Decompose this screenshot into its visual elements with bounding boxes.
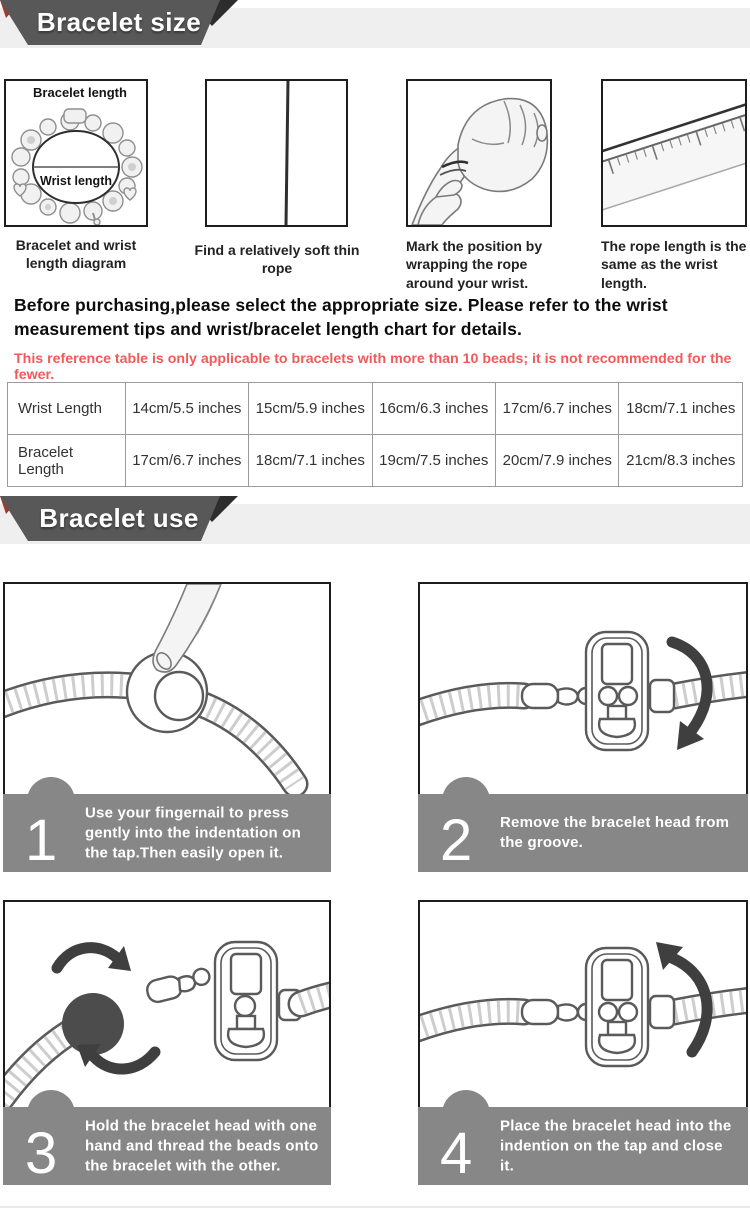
ruler-band	[603, 84, 745, 219]
rope-end-pin	[522, 684, 558, 708]
table-cell: 20cm/7.9 inches	[496, 435, 619, 487]
size-section-banner	[0, 0, 240, 48]
use-section-banner	[0, 496, 240, 544]
figure-caption-2: Find a relatively soft thin rope	[194, 242, 360, 277]
table-row-bracelet	[8, 435, 743, 487]
step3-illustration	[5, 902, 329, 1107]
table-row-wrist	[8, 383, 743, 435]
step-caption-1: Use your fingernail to press gently into the indentation on the tap.Then easily open it.	[85, 804, 301, 861]
bracelet-length-label: Bracelet length	[33, 85, 127, 100]
step3-caption-bar	[3, 1107, 331, 1185]
table-cell: 21cm/8.3 inches	[619, 435, 743, 487]
figure-thin-rope	[205, 79, 348, 227]
wrist-wrap-illustration	[408, 81, 550, 225]
table-cell: 18cm/7.1 inches	[619, 383, 743, 435]
table-cell: 17cm/6.7 inches	[496, 383, 619, 435]
bracelet-head-clasp	[586, 948, 648, 1066]
step2-illustration	[420, 584, 746, 794]
table-cell: Bracelet Length	[8, 435, 126, 487]
step-number-3: 3	[25, 1120, 58, 1186]
step1-illustration	[5, 584, 329, 794]
step-panel-2	[418, 582, 748, 872]
step-number-4: 4	[440, 1120, 473, 1186]
table-cell: 15cm/5.9 inches	[249, 383, 372, 435]
bottom-divider	[0, 1206, 750, 1208]
step-caption-3: Hold the bracelet head with one hand and thread the beads onto the bracelet with the other.	[85, 1117, 319, 1174]
table-cell: Wrist Length	[8, 383, 126, 435]
figure-caption-1: Bracelet and wrist length diagram	[15, 237, 137, 272]
step-panel-1	[3, 582, 331, 872]
table-cell: 16cm/6.3 inches	[372, 383, 495, 435]
wrist-length-label: Wrist length	[40, 174, 112, 188]
size-table	[7, 382, 743, 487]
table-cell: 19cm/7.5 inches	[372, 435, 495, 487]
table-cell: 14cm/5.5 inches	[125, 383, 248, 435]
table-cell: 18cm/7.1 inches	[249, 435, 372, 487]
table-cell: 17cm/6.7 inches	[125, 435, 248, 487]
step-caption-4: Place the bracelet head into the indention on the tap and close it.	[500, 1117, 732, 1174]
step-caption-2: Remove the bracelet head from the groove.	[500, 814, 730, 851]
figure-ruler	[601, 79, 747, 227]
rope-line	[286, 81, 288, 225]
rope-end-pin	[145, 967, 212, 1004]
figure-caption-3: Mark the position by wrapping the rope around your wrist.	[406, 238, 543, 291]
step4-caption-bar	[418, 1107, 748, 1185]
figure-caption-4: The rope length is the same as the wrist length.	[601, 238, 747, 291]
rope-end-pin	[522, 1000, 558, 1024]
step-number-2: 2	[440, 807, 473, 873]
bracelet-head-clasp	[215, 942, 277, 1060]
figure-wrist-wrap	[406, 79, 552, 227]
size-notice: Before purchasing,please select the appropriate size. Please refer to the wrist measurement tips and wrist/bracelet length chart for details.	[14, 295, 668, 340]
step2-caption-bar	[418, 794, 748, 872]
bracelet-diagram-illustration	[6, 81, 146, 225]
ruler-illustration	[603, 81, 745, 225]
step-panel-3	[3, 900, 331, 1185]
rotate-arrow-top	[57, 948, 117, 968]
step-number-1: 1	[25, 807, 58, 873]
bracelet-head-clasp	[586, 632, 648, 750]
rotate-arrow-bottom	[93, 1052, 155, 1069]
step4-illustration	[420, 902, 746, 1107]
rope-illustration	[207, 81, 346, 225]
size-banner-title: Bracelet size	[36, 7, 202, 37]
step-panel-4	[418, 900, 748, 1185]
use-banner-title: Bracelet use	[39, 503, 199, 533]
step1-caption-bar	[3, 794, 331, 872]
size-warning: This reference table is only applicable to bracelets with more than 10 beads; it is not recommended for the fewer.	[14, 351, 732, 383]
figure-bracelet-diagram	[4, 79, 148, 227]
